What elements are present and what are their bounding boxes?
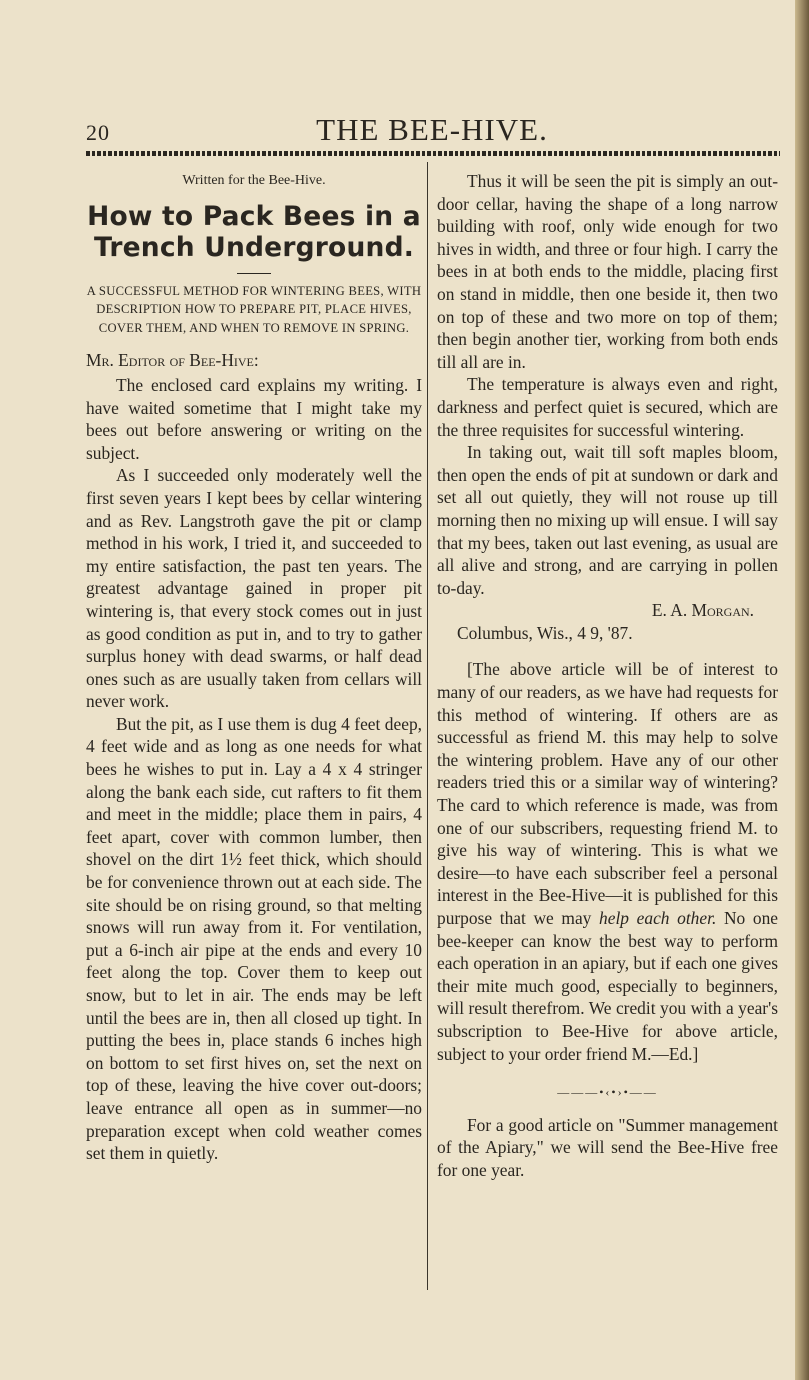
- paragraph-3: But the pit, as I use them is dug 4 feet deep, 4 feet wide and as long as one needs for what bees he wishes to put in. Lay a 4 x 4 stringer along the bank each side, cut rafters to fit them and meet in the middle; place them in pairs, 4 feet apart, cover with common lumber, then shovel on the dirt 1½ feet thick, which should be for convenience thrown out at each side. The site should be on rising ground, so that melting snows will run away from it. For ventilation, put a 6-inch air pipe at the ends and every 10 feet along the top. Cover them to keep out snow, but to let in air. The ends may be left until the bees are in, then all closed up tight. In putting the bees in, place stands 6 inches high on bottom to set first hives on, set the next on top of these, leaving the hive cover out-doors; leave entrance all open as in summer—no preparation except when cold weather comes set them in quietly.: [86, 713, 422, 1164]
- paragraph-4: Thus it will be seen the pit is simply an out-door cellar, having the shape of a long narrow building with roof, only wide enough for two hives in width, and three or four high. I carry the bees in at both ends to the middle, placing first on stand in middle, then one beside it, then two on top of these and two more on top of them; then begin another tier, working from both ends till all are in.: [437, 171, 778, 372]
- signature: E. A. Morgan.: [651, 600, 754, 621]
- running-title: THE BEE-HIVE.: [316, 112, 548, 147]
- editor-note: [437, 658, 778, 1065]
- right-column: [437, 170, 778, 1182]
- page-number: 20: [86, 120, 110, 145]
- paragraph-1: The enclosed card explains my writing. I have waited sometime that I might take my bees out before answering or writing on the subject.: [86, 374, 422, 463]
- left-column: [86, 170, 422, 1165]
- paragraph-5: The temperature is always even and right, darkness and perfect quiet is secured, which are the three requisites for successful wintering.: [437, 374, 778, 440]
- ornament-divider: ———•‹•›•——: [557, 1085, 658, 1100]
- subscription-offer: For a good article on "Summer management of the Apiary," we will send the Bee-Hive free for one year.: [437, 1114, 778, 1180]
- page-header: [86, 112, 778, 152]
- byline: Written for the Bee-Hive.: [182, 173, 326, 188]
- paragraph-6: In taking out, wait till soft maples bloom, then open the ends of pit at sundown or dark and set all out quietly, they will not rouse up till morning then no mixing up will ensue. I will say that my bees, taken out last evening, as usual are all alive and strong, and are carrying in pollen to-day.: [437, 442, 778, 598]
- editor-note-emphasis: help each other.: [599, 908, 717, 928]
- editor-note-text-1: [The above article will be of interest to many of our readers, as we have had requests for this method of wintering. If others are as successful as friend M. this may help to solve the wintering problem. Have any of our other readers tried this or a similar way of wintering? The card to which reference is made, was from one of our subscribers, requesting friend M. to give his way of wintering. This is what we desire—to have each subscriber feel a personal interest in the Bee-Hive—it is published for this purpose that we may: [437, 659, 778, 928]
- dateline: Columbus, Wis., 4 9, '87.: [457, 622, 633, 643]
- editor-note-text-2: No one bee-keeper can know the best way to perform each operation in an apiary, but if each one gives their mite much good, especially to beginners, will result therefrom. We credit you with a year's subscription to Bee-Hive for above article, subject to your order friend M.—Ed.]: [437, 908, 779, 1064]
- header-rule: [86, 151, 780, 156]
- headline-rule: [237, 273, 271, 274]
- article-subhead: A SUCCESSFUL METHOD FOR WINTERING BEES, WITH DESCRIPTION HOW TO PREPARE PIT, PLACE HIVES, COVER THEM, AND WHEN TO REMOVE IN SPRING.: [86, 283, 422, 335]
- salutation: Mr. Editor of Bee-Hive:: [86, 350, 259, 371]
- column-divider: [427, 162, 428, 1290]
- page-edge: [795, 0, 809, 1380]
- paragraph-2: As I succeeded only moderately well the first seven years I kept bees by cellar wintering and as Rev. Langstroth gave the pit or clamp method in his work, I tried it, and succeeded to my entire satisfaction, the past ten years. The greatest advantage gained in proper pit wintering is, that every stock comes out in just as good condition as put in, and to try to gather surplus honey with dead swarms, or half dead ones such as are usually taken from cellars will never work.: [86, 465, 422, 712]
- article-headline: How to Pack Bees in a Trench Underground.: [87, 200, 421, 263]
